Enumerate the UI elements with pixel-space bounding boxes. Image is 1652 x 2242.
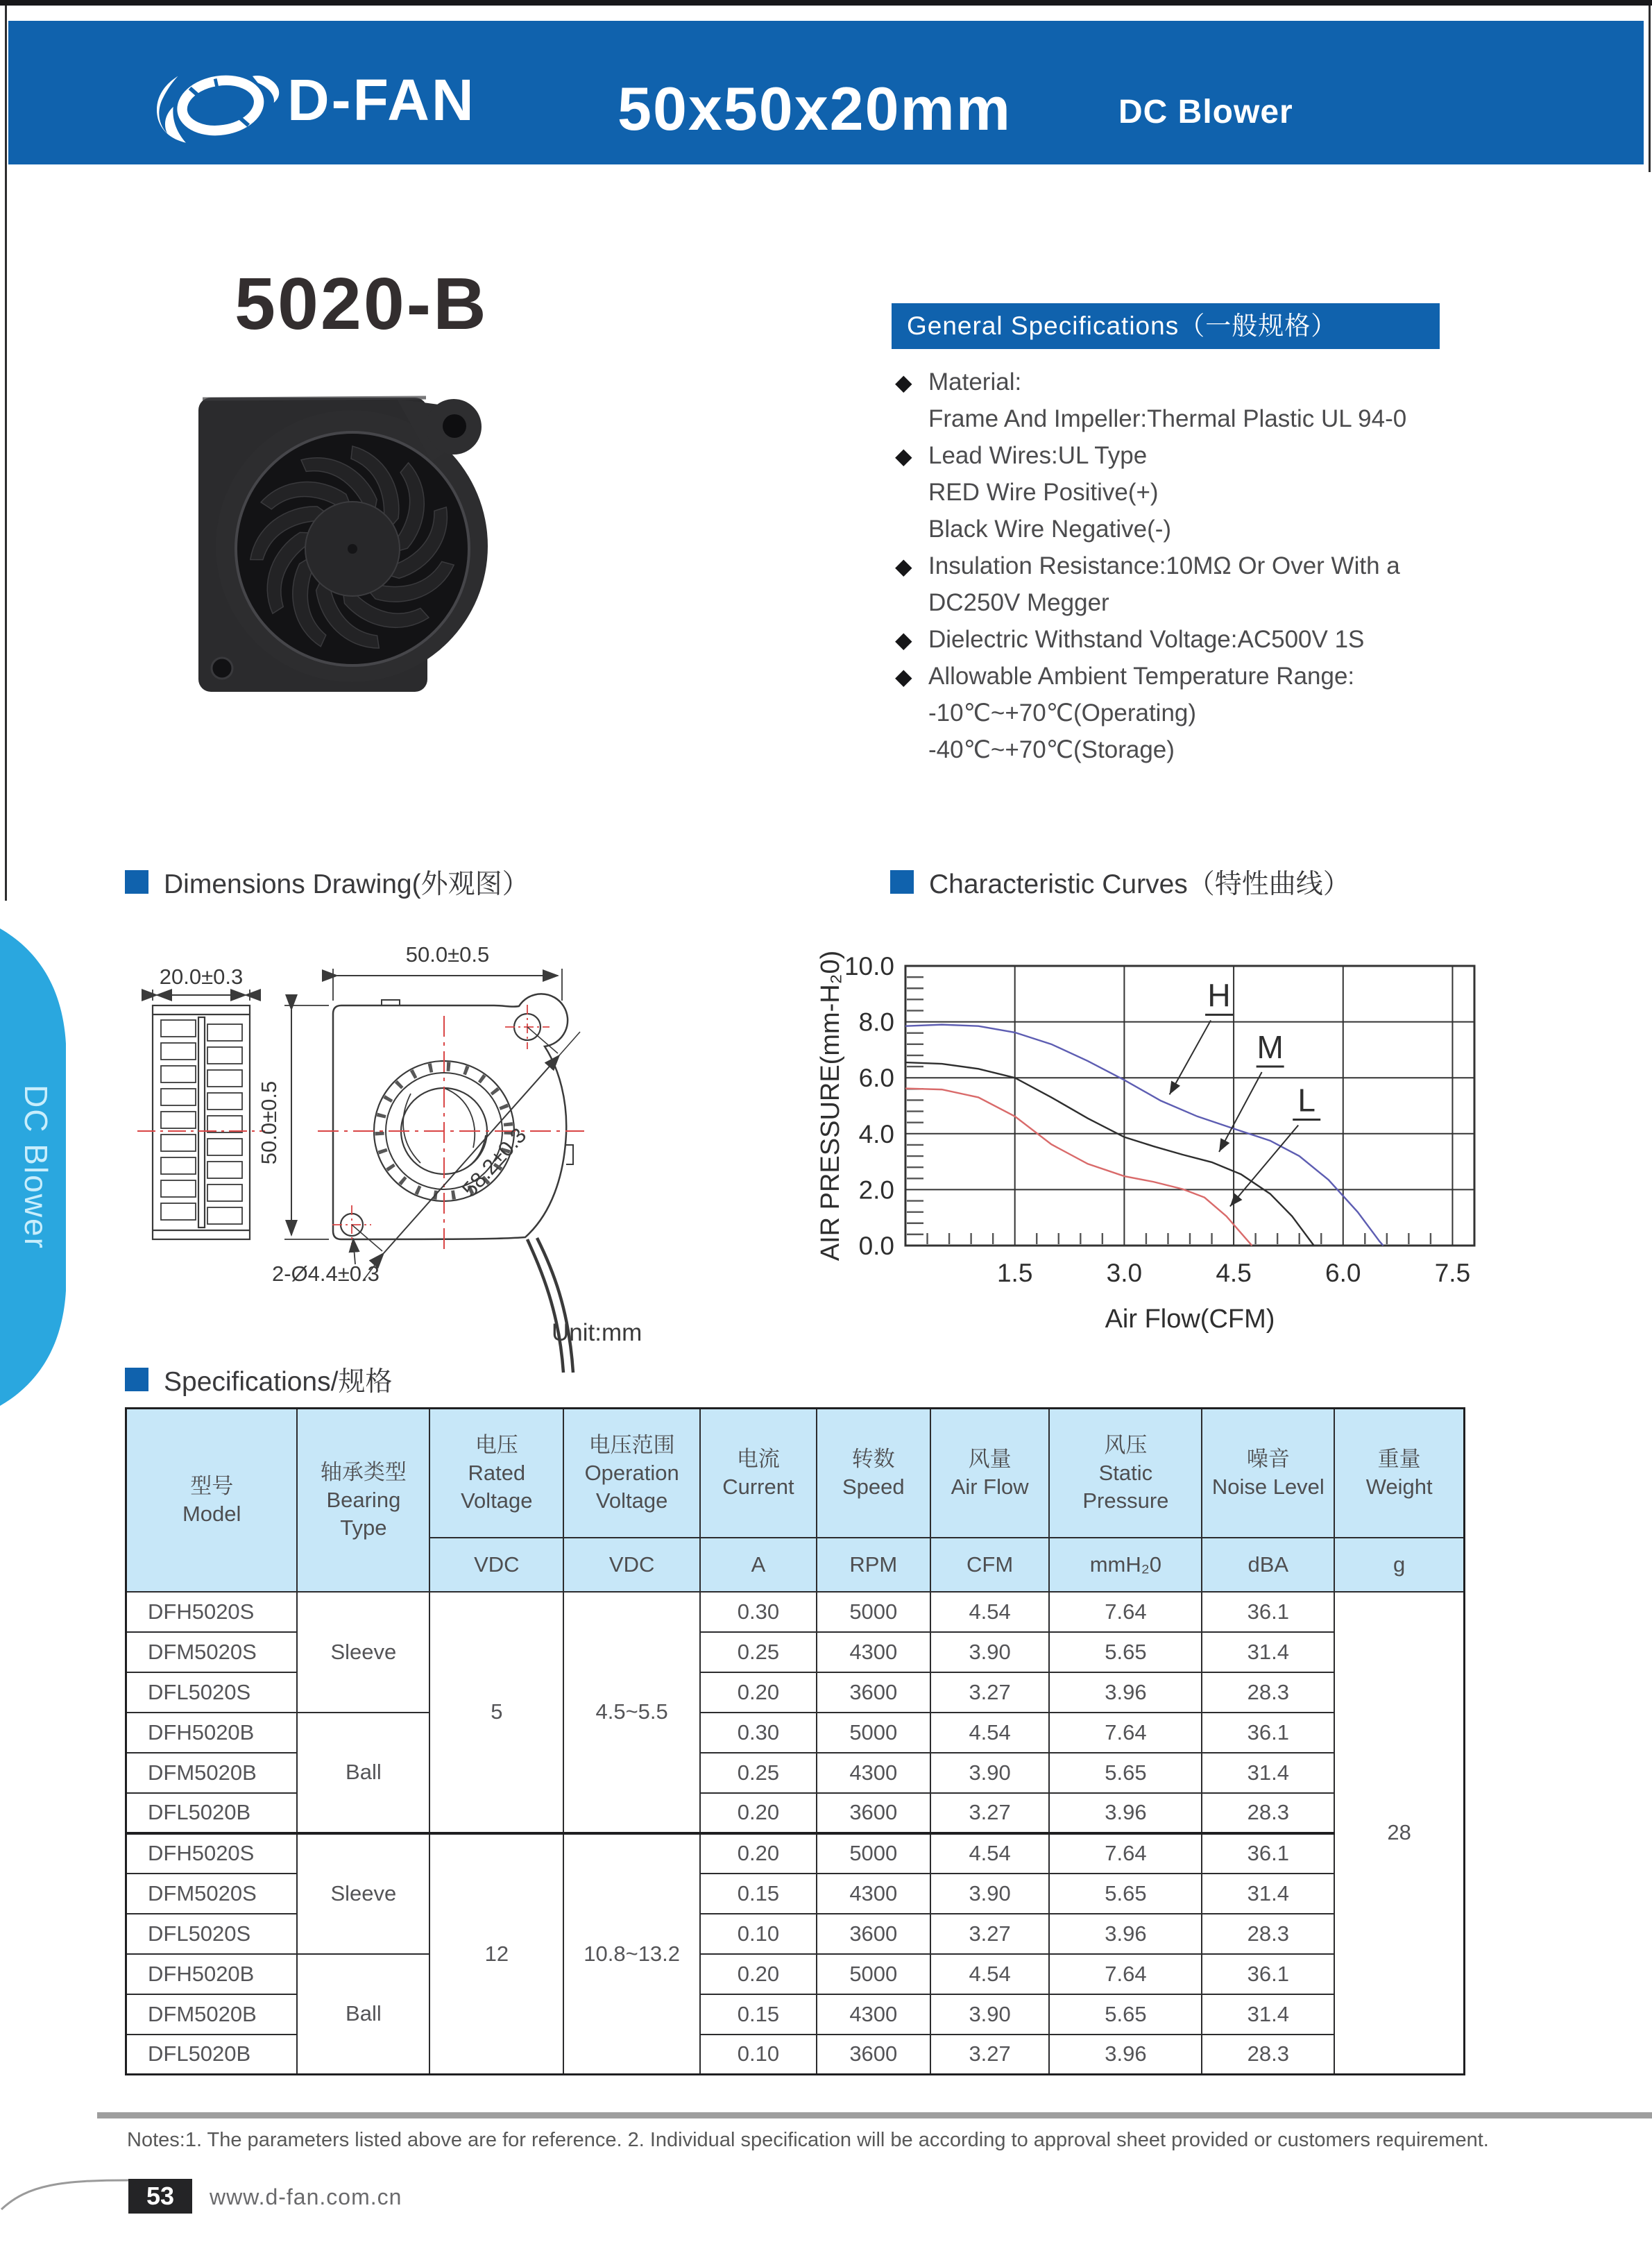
bearing-merged-cell: Ball	[297, 1954, 429, 2075]
table-row: DFM5020S 0.15 4300 3.90 5.65 31.4	[126, 1874, 1465, 1914]
svg-text:H: H	[1207, 977, 1231, 1014]
unit-pressure: mmH₂0	[1049, 1538, 1202, 1592]
unit-current: A	[700, 1538, 817, 1592]
svg-text:6.0: 6.0	[858, 1064, 894, 1093]
svg-text:10.0: 10.0	[844, 952, 894, 980]
list-item: ◆ Insulation Resistance:10MΩ Or Over With a	[895, 552, 1400, 579]
diamond-bullet-icon: ◆	[895, 553, 912, 579]
dim-holes: 2-Ø4.4±0.3	[272, 1262, 380, 1286]
col-header-current: 电流 Current	[700, 1409, 817, 1538]
dim-diagonal: 58.2±0.3	[457, 1123, 531, 1202]
page-top-edge	[0, 0, 1652, 6]
weight-merged-cell: 28	[1334, 1592, 1464, 2075]
table-row: DFL5020S 0.10 3600 3.27 3.96 28.3	[126, 1914, 1465, 1954]
operation-voltage-merged-cell: 10.8~13.2	[563, 1833, 700, 2075]
section-header-specifications: Specifications/规格	[125, 1360, 392, 1399]
diamond-bullet-icon: ◆	[895, 663, 912, 689]
diamond-bullet-icon: ◆	[895, 627, 912, 652]
page-left-edge	[5, 6, 7, 901]
general-specs-title-bar: General Specifications（一般规格）	[892, 303, 1440, 349]
list-item: Frame And Impeller:Thermal Plastic UL 94-0	[928, 405, 1407, 432]
table-row: DFH5020S Sleeve 12 10.8~13.2 0.20 5000 4.54 7.64 36.1	[126, 1833, 1465, 1874]
dim-side-width: 20.0±0.3	[159, 965, 244, 989]
col-header-airflow: 风量 Air Flow	[930, 1409, 1050, 1538]
bearing-merged-cell: Sleeve	[297, 1833, 429, 1954]
table-row: DFM5020B 0.15 4300 3.90 5.65 31.4	[126, 1994, 1465, 2035]
svg-text:4.5: 4.5	[1216, 1259, 1252, 1287]
unit-rated-voltage: VDC	[429, 1538, 563, 1592]
footer-divider	[97, 2112, 1652, 2118]
list-item: ◆ Material:	[895, 368, 1022, 396]
col-header-speed: 转数 Speed	[817, 1409, 930, 1538]
col-header-noise: 噪音 Noise Level	[1202, 1409, 1334, 1538]
unit-weight: g	[1334, 1538, 1464, 1592]
svg-text:3.0: 3.0	[1106, 1259, 1143, 1287]
fan-swirl-icon	[151, 61, 284, 148]
brand-logo-text: D-FAN	[287, 67, 476, 133]
product-photo	[182, 357, 493, 742]
table-row: DFH5020B Ball 0.30 5000 4.54 7.64 36.1	[126, 1713, 1465, 1753]
section-header-curves: Characteristic Curves（特性曲线）	[890, 863, 1350, 901]
table-row: DFL5020B 0.20 3600 3.27 3.96 28.3	[126, 1793, 1465, 1833]
col-header-weight: 重量 Weight	[1334, 1409, 1464, 1538]
col-header-bearing: 轴承类型 Bearing Type	[297, 1409, 429, 1592]
dimensions-drawing	[111, 923, 874, 1381]
sidebar-tab-label: DC Blower	[18, 1085, 55, 1250]
list-item: RED Wire Positive(+)	[928, 478, 1159, 506]
svg-text:0.0: 0.0	[858, 1232, 894, 1260]
general-specs-list	[895, 364, 1624, 768]
svg-text:Air Flow(CFM): Air Flow(CFM)	[1105, 1305, 1275, 1334]
col-header-model: 型号 Model	[126, 1409, 298, 1592]
dim-front-height: 50.0±0.5	[257, 1080, 281, 1165]
list-item: ◆ Dielectric Withstand Voltage:AC500V 1S	[895, 625, 1365, 653]
blower-fan-image	[182, 357, 493, 739]
blue-square-bullet-icon	[125, 870, 148, 894]
svg-text:M: M	[1257, 1028, 1284, 1065]
table-row: DFL5020B 0.10 3600 3.27 3.96 28.3	[126, 2035, 1465, 2075]
col-header-rated-voltage: 电压 Rated Voltage	[429, 1409, 563, 1538]
list-item: ◆ Allowable Ambient Temperature Range:	[895, 662, 1355, 690]
page-right-edge	[1649, 6, 1651, 172]
svg-text:6.0: 6.0	[1325, 1259, 1361, 1287]
list-item: -10℃~+70℃(Operating)	[928, 699, 1197, 727]
rated-voltage-merged-cell: 12	[429, 1833, 563, 2075]
unit-operation-voltage: VDC	[563, 1538, 700, 1592]
svg-text:2.0: 2.0	[858, 1175, 894, 1205]
col-header-operation-voltage: 电压范围 Operation Voltage	[563, 1409, 700, 1538]
footer-curve-line	[0, 2165, 132, 2214]
col-header-pressure: 风压 Static Pressure	[1049, 1409, 1202, 1538]
unit-noise: dBA	[1202, 1538, 1334, 1592]
list-item: DC250V Megger	[928, 588, 1109, 616]
svg-text:1.5: 1.5	[996, 1259, 1033, 1287]
operation-voltage-merged-cell: 4.5~5.5	[563, 1592, 700, 1833]
sidebar-tab-dc-blower	[0, 897, 76, 1438]
header-bar	[8, 21, 1644, 164]
svg-text:AIR PRESSURE(mm-H₂0): AIR PRESSURE(mm-H₂0)	[816, 950, 845, 1262]
characteristic-curves-chart	[815, 919, 1502, 1377]
list-item: Black Wire Negative(-)	[928, 515, 1172, 543]
diamond-bullet-icon: ◆	[895, 443, 912, 468]
product-category-title: DC Blower	[1118, 94, 1293, 130]
unit-speed: RPM	[817, 1538, 930, 1592]
svg-text:4.0: 4.0	[858, 1119, 894, 1148]
table-row: DFH5020S Sleeve 5 4.5~5.5 0.30 5000 4.54 7.64 36.1 28	[126, 1592, 1465, 1632]
table-row: DFL5020S 0.20 3600 3.27 3.96 28.3	[126, 1672, 1465, 1713]
rated-voltage-merged-cell: 5	[429, 1592, 563, 1833]
bearing-merged-cell: Ball	[297, 1713, 429, 1833]
diamond-bullet-icon: ◆	[895, 369, 912, 395]
specifications-table	[125, 1407, 1465, 2075]
dim-front-width: 50.0±0.5	[405, 942, 490, 967]
svg-text:L: L	[1297, 1082, 1316, 1119]
svg-text:7.5: 7.5	[1434, 1259, 1471, 1287]
product-size-title: 50x50x20mm	[618, 74, 1012, 143]
website-url: www.d-fan.com.cn	[210, 2184, 402, 2209]
blue-square-bullet-icon	[890, 870, 914, 894]
page-number-badge: 53	[128, 2179, 192, 2214]
footer-notes: Notes:1. The parameters listed above are for reference. 2. Individual specification will be according to approval sheet provided or customers requirement.	[127, 2129, 1489, 2151]
dim-unit: Unit:mm	[552, 1319, 642, 1346]
table-row: DFH5020B Ball 0.20 5000 4.54 7.64 36.1	[126, 1954, 1465, 1994]
bearing-merged-cell: Sleeve	[297, 1592, 429, 1713]
section-header-dimensions: Dimensions Drawing(外观图）	[125, 863, 529, 901]
list-item: -40℃~+70℃(Storage)	[928, 736, 1175, 763]
blue-square-bullet-icon	[125, 1368, 148, 1391]
list-item: ◆ Lead Wires:UL Type	[895, 441, 1148, 469]
svg-text:8.0: 8.0	[858, 1008, 894, 1037]
page-title-model: 5020-B	[235, 263, 488, 345]
table-row: DFM5020S 0.25 4300 3.90 5.65 31.4	[126, 1632, 1465, 1672]
table-row: DFM5020B 0.25 4300 3.90 5.65 31.4	[126, 1753, 1465, 1793]
unit-airflow: CFM	[930, 1538, 1050, 1592]
